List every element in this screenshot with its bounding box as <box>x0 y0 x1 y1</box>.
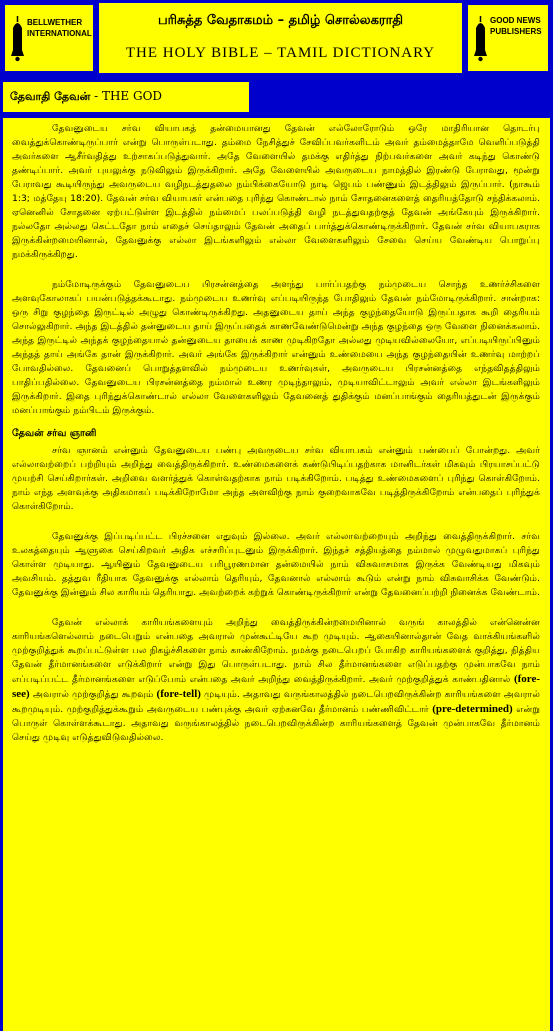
paragraph-text: என்று பொருள் கொள்ளக்கூடாது. அதாவது வருங்காலத்தில் நடைபெறவிருக்கின்ற காரியங்களைத் தேவன் முன்பாகவே தீர்மானம் செய்து முடிவு எடுத்துவிடுவதில்லை. <box>12 704 540 743</box>
paragraph-text: தேவன் எல்லாக் காரியங்களையும் அறிந்து வைத்திருக்கின்றமையினால் வருங் காலத்தில் என்னென்ன காரியங்களெல்லாம் நடைபெறும் என்பதை அவரால் முன்கூட்டியே கூற முடியும். ஆகையினால்தான் வேத வாக்கியங்களில் முற்குறித்துக் கூறப்பட்டுள்ள பல நிகழ்ச்சிகளை நாம் காண்கிறோம். நமக்கு நடைபெறப் போகிற காரியங்களைக் குறித்து, நித்திய தேவன் தீர்மானங்களை எடுக்கிறார் என்று இது பொருள்படாது. நாம் சில தீர்மானங்களை எடுப்பதற்கு முன்பாகவே நாம் எப்படிப்பட்ட தீர்மானங்களை எடுப்போம் என்பதை அவர் அறிந்து வைத்திருக்கிறார். அவர் முற்குறித்துக் காண்பதினால் <box>12 617 540 685</box>
paragraph: தேவனுக்கு இப்படிப்பட்ட பிரச்சனை எதுவும் இல்லை. அவர் எல்லாவற்றையும் அறிந்து வைத்திருக்கிறார். சர்வ உலகத்தையும் ஆளுகை செய்கிறவர் அதிக எச்சரிப்புடனும் இருக்கிறார். இந்தச் சத்தியத்தை நம்மால் முழுவதுமாகப் புரிந்து கொள்ள முடியாது. ஆயினும் தேவனுடைய பரிபூரணமான தன்மையில் நாம் விசுவாசமாக இருக்க வேண்டியது மிகவும் அவசியம். தத்துவ ரீதியாக தேவனுக்கு எல்லாம் தெரியும், தேவனால் எல்லாம் கூடும் என்று நாம் விசுவாசிக்க வேண்டும். தேவனுக்கு இன்னும் சில காரியம் தெரியாது. அவற்றைக் கற்றுக் கொண்டிருக்கிறார் என்று தேவனைப்பற்றி நினைக்க வேண்டாம். <box>12 531 540 598</box>
section-title <box>3 82 249 112</box>
section-title-tamil: தேவாதி தேவன் <box>10 90 91 103</box>
subheading: தேவன் சர்வ ஞானி <box>12 428 97 439</box>
good-news-logo <box>466 3 550 73</box>
english-term: (fore-tell) <box>156 688 201 700</box>
paragraph: சர்வ ஞானம் என்னும் தேவனுடைய பண்பு அவருடைய சர்வ வியாபகம் என்னும் பண்பைப் போன்றது. அவர் எல்லாவற்றைப் பற்றியும் அறிந்து வைத்திருக்கிறார். உண்மைகளைக் கண்டுபிடிப்பதற்காக மானிடர்கள் மிகவும் பிரயாசப்பட்டு முயற்சி செய்கிறார்கள். அறிவை வளர்த்துக் கொள்வதற்காக நாம் படிக்கிறோம். படித்து உண்மைகளைப் புரிந்து கொள்கிறோம். நாம் எந்த அளவுக்கு அதிகமாகப் படிக்கிறோமோ அந்த அளவிற்கு நாம் குறைவாகவே படித்திருக்கிறோம் என்பதைப் புரிந்துக் கொள்கிறோம். <box>12 445 540 512</box>
paragraph <box>12 616 540 745</box>
title-english: THE HOLY BIBLE – TAMIL DICTIONARY <box>125 45 436 61</box>
english-term: (pre-determined) <box>432 703 513 715</box>
paragraph: நம்மோடிருக்கும் தேவனுடைய பிரசன்னத்தை அளந்து பார்ப்பதற்கு நம்முடைய சொந்த உணர்ச்சிகளை அளவுகோலாகப் பயன்படுத்தக்கூடாது. நம்முடைய உணர்வு எப்படியிருந்த போதிலும் தேவன் நம்மோடிருக்கிறார். சான்றாக: ஒரு சிறு குழந்தை இருட்டில் அழுது கொண்டிருக்கிறது. அதனுடைய தாய் அந்த குழந்தையோடு இருப்பதாக கூறி தைரியம் சொல்லுகிறார். அந்த இடத்தில் தன்னுடைய தாய் இருப்பதைக் காணவேண்டுமென்று அந்த குழந்தை ஒரு வேளை நினைக்கலாம். அந்த இருட்டில் அந்தக் குழந்தையால் தன்னுடைய தாயைக் காண முடிகிறதோ அல்லது முடியவில்லையோ, எப்படியிருப்பினும் அந்தத் தாய் அங்கே தான் இருக்கிறார். அவர் அங்கே இருக்கிறார் என்னும் உண்மையை அந்த குழந்தையின் உணர்வு மாற்றப் போவதில்லை. தேவனைப் பொறுத்தளவில் நம்முடைய உணர்வுகள், அவருடைய பிரசன்னத்தை எந்தவிதத்திலும் பாதிப்பதில்லை. தேவனுடைய பிரசன்னத்தை நம்மால் உணர முடிந்தாலும், முடியாவிட்டாலும் அவர் எல்லா இடங்களிலும் இருக்கிறார். இதை புரிந்துக்கொண்டால் எல்லா வேளைகளிலும் தேவனைத் துதிக்கும் மனப்பாங்கும் தைரியத்துடன் இருக்கும் மனப்பாங்கும் நம்பிடம் இருக்கும். <box>12 279 540 416</box>
title-box <box>99 3 462 73</box>
good-news-logo-text: GOOD NEWS PUBLISHERS <box>490 16 542 36</box>
header-bar <box>0 0 553 78</box>
section-bar <box>0 78 553 118</box>
paragraph-text: அவரால் முற்குறித்து கூறவும் <box>29 689 157 700</box>
bell-icon <box>10 14 25 62</box>
article-body <box>0 118 553 1031</box>
bell-icon <box>473 14 488 62</box>
section-title-english: - THE GOD <box>90 89 163 103</box>
paragraph-text: முடியும். அதாவது வருங்காலத்தில் நடைபெறவிருக்கின்ற காரியங்களை அவரால் கூறமுடியும். முற்குறித்துக்கூறும் அவருடைய பண்புக்கு அவர் ஏற்கனவே தீர்மானம் பண்ணிவிட்டார் <box>12 689 540 715</box>
english-term: (fore-see) <box>12 673 540 700</box>
paragraph: தேவனுடைய சர்வ வியாபகத் தன்மையானது தேவன் எல்லோரோடும் ஒரே மாதிரியான தொடர்பு வைத்துக்கொண்டிருப்பார் என்று பொருள்படாது. தம்மை நேசித்துச் சேவிப்பவர்களிடம் அவர் தம்மைத்தாமே வெளிப்படுத்தி அவர்களை ஆசீர்வதித்து உற்சாகப்படுத்துவார். அதே வேளையில் தமக்கு எதிர்த்து நிற்பவர்களை அவர் கடிந்து கொண்டு தண்டிப்பார். அவர் புயலுக்கு நடுவிலும் இருக்கிறார். அதே வேளையில் அவருடைய நாமத்தில் இரண்டு பேராவது, மூன்று பேராவது கூடியிருந்து அவருடைய வழிநடத்துதலை நம்பிக்கையோடு நாடி ஜெபம் பண்ணும் இடத்திலும் இருப்பார். (நாகூம் 1:3; மத்தேயு 18:20). தேவன் சர்வ வியாபகர் என்பதை புரிந்து கொண்டால் நாம் சோதனைகளைத் தைரியத்தோடு சந்திக்கலாம். ஏனெனில் சோதனை ஏற்பட்டுள்ள இடத்தில் நம்மைப் பலப்படுத்தி வழி நடத்துவதற்குத் தேவன் அங்கேயும் இருக்கிறார். நல்லதோ அல்லது கெட்டதோ நாம் எதைச் செய்தாலும் தேவன் அதைப் பார்த்துக்கொண்டிருக்கிறார். தேவன் சர்வ வியாபகராக இருக்கின்றமையினால், தேவனுக்கு எல்லா இடங்களிலும் எல்லா வேளைகளிலும் சேவை செய்ய வேண்டிய பொறுப்பு நமக்கிருக்கிறது. <box>12 123 540 260</box>
title-tamil: பரிசுத்த வேதாகமம் – தமிழ் சொல்லகராதி <box>157 13 404 28</box>
bellwether-logo <box>3 3 95 73</box>
bellwether-logo-text: BELLWETHER INTERNATIONAL <box>27 18 92 38</box>
